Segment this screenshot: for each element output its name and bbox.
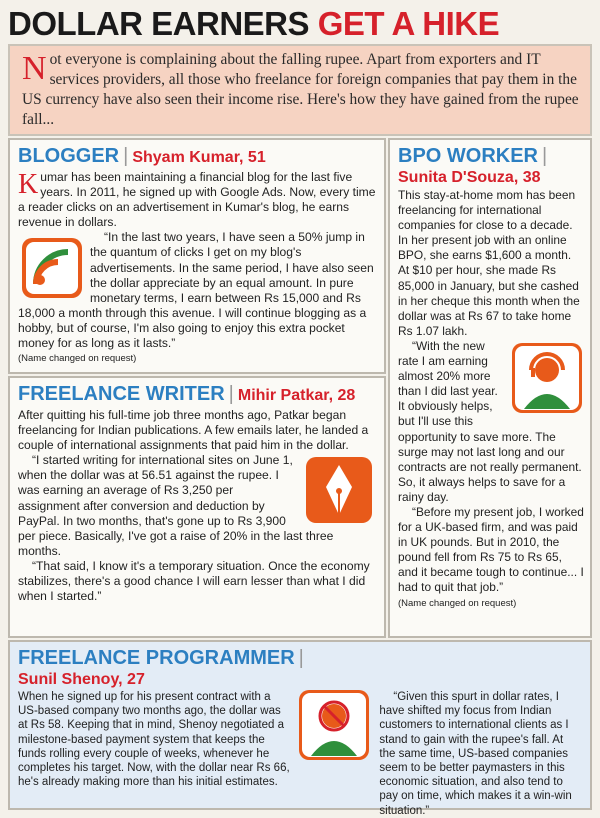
headline-part1: DOLLAR EARNERS — [8, 5, 310, 42]
programmer-label: FREELANCE PROGRAMMER — [18, 647, 295, 669]
bpo-heading: BPO WORKER | — [398, 145, 548, 167]
headline-part2: GET A HIKE — [317, 5, 500, 42]
programmer-name: Sunil Shenoy, 27 — [18, 671, 145, 688]
bpo-body: This stay-at-home mom has been freelancing for international companies for close to a decade. In her present job with an online BPO, she earns $1,600 a month. At $10 per hour, she made Rs 85,000 in January, but she cashed in her cheque this month when the dollar was at Rs 67 to take home Rs 1.07 lakh. “With the new rate I am earning almost 20% more than I did last year. It obviously helps, but I'll use this opportunity to save more. The surge may not last long and our contracts are not really permanent. So, it always helps to save for a rainy day. “Before my present job, I worked for a UK-based firm, and was paid in UK pounds. But in 2010, the pound fell from Rs 75 to Rs 65, and it became tough to continue... I had to quit that job.” (Name changed on request) — [398, 188, 584, 611]
programmer-heading: FREELANCE PROGRAMMER | — [18, 647, 304, 669]
blogger-body: Kumar has been maintaining a financial blog for the last five years. In 2011, he signed up with Google Ads. Now, every time a reader clicks on an advertisement in Kumar's blog, he earns revenue in dollars. “In the last two years, I have seen a 50% jump in the quantum of clicks I get on my blog's advertisements. In the same period, I have also seen the dollar appreciate by an equal amount. In pure monetary terms, I earn between Rs 15,000 and Rs 18,000 a month through this avenue. I will continue blogging as a hobby, but of course, I'm also going to enjoy this extra pocket money for as long as it lasts.” (Name changed on request) — [18, 170, 378, 366]
intro-box — [8, 44, 592, 136]
blogger-note: (Name changed on request) — [18, 353, 137, 365]
programmer-panel — [8, 640, 592, 817]
programmer-col1: When he signed up for his present contract with a US-based company two months ago, the dollar was at Rs 58. Keeping that in mind, Shenoy negotiated a milestone-based payment system that keeps the funds rolling every couple of weeks, whenever he completes his target. Now, with the dollar near Rs 66, he's already making more than his initial estimates. — [18, 691, 290, 789]
writer-panel — [8, 376, 386, 638]
writer-label: FREELANCE WRITER — [18, 383, 225, 405]
intro-text: Not everyone is complaining about the falling rupee. Apart from exporters and IT services providers, all those who freelance for foreign companies that pay them in the US currency have also seen their income rise. Here's how they have gained from the rupee fall... — [22, 50, 579, 128]
bpo-panel — [388, 138, 592, 638]
writer-name: Mihir Patkar, 28 — [237, 387, 356, 404]
intro-drop-cap: N — [22, 50, 47, 87]
bpo-label: BPO WORKER — [398, 145, 538, 167]
pen-nib-icon — [304, 455, 374, 525]
programmer-body — [18, 690, 582, 818]
blogger-heading: BLOGGER | Shyam Kumar, 51 — [18, 145, 266, 167]
programmer-col2: “Given this spurt in dollar rates, I have shifted my focus from Indian customers to international clients as I stand to gain with the rupee's fall. At the same time, US-based companies seem to be better paymasters in this economic situation, and also tend to pay on time, which makes it a win-win situation.” — [379, 691, 572, 817]
blogger-panel — [8, 138, 386, 374]
user-forbidden-icon — [299, 690, 371, 818]
blogger-drop-cap: K — [18, 169, 39, 200]
headset-operator-icon — [510, 341, 584, 415]
bpo-note: (Name changed on request) — [398, 597, 517, 609]
writer-body: After quitting his full-time job three months ago, Patkar began freelancing for Indian publications. A few emails later, he landed a couple of international assignments that paid him in the dollar. “I started writing for international sites on June 1, when the dollar was at 56.51 against the rupee. I was earning an average of Rs 3,250 per assignment after conversion and deduction by PayPal. In two months, that's gone up to Rs 3,900 per piece. Basically, I've got a raise of 20% in the last three months. “That said, I know it's a temporary situation. Once the economy stabilizes, there's a good chance I will earn lesser than what I did when I started.” — [18, 408, 378, 604]
blogger-label: BLOGGER — [18, 145, 120, 167]
bpo-name: Sunita D'Souza, 38 — [398, 169, 541, 186]
blogger-name: Shyam Kumar, 51 — [132, 149, 266, 166]
headline — [8, 4, 592, 44]
rss-feed-icon — [20, 232, 84, 304]
writer-heading: FREELANCE WRITER | Mihir Patkar, 28 — [18, 383, 356, 405]
